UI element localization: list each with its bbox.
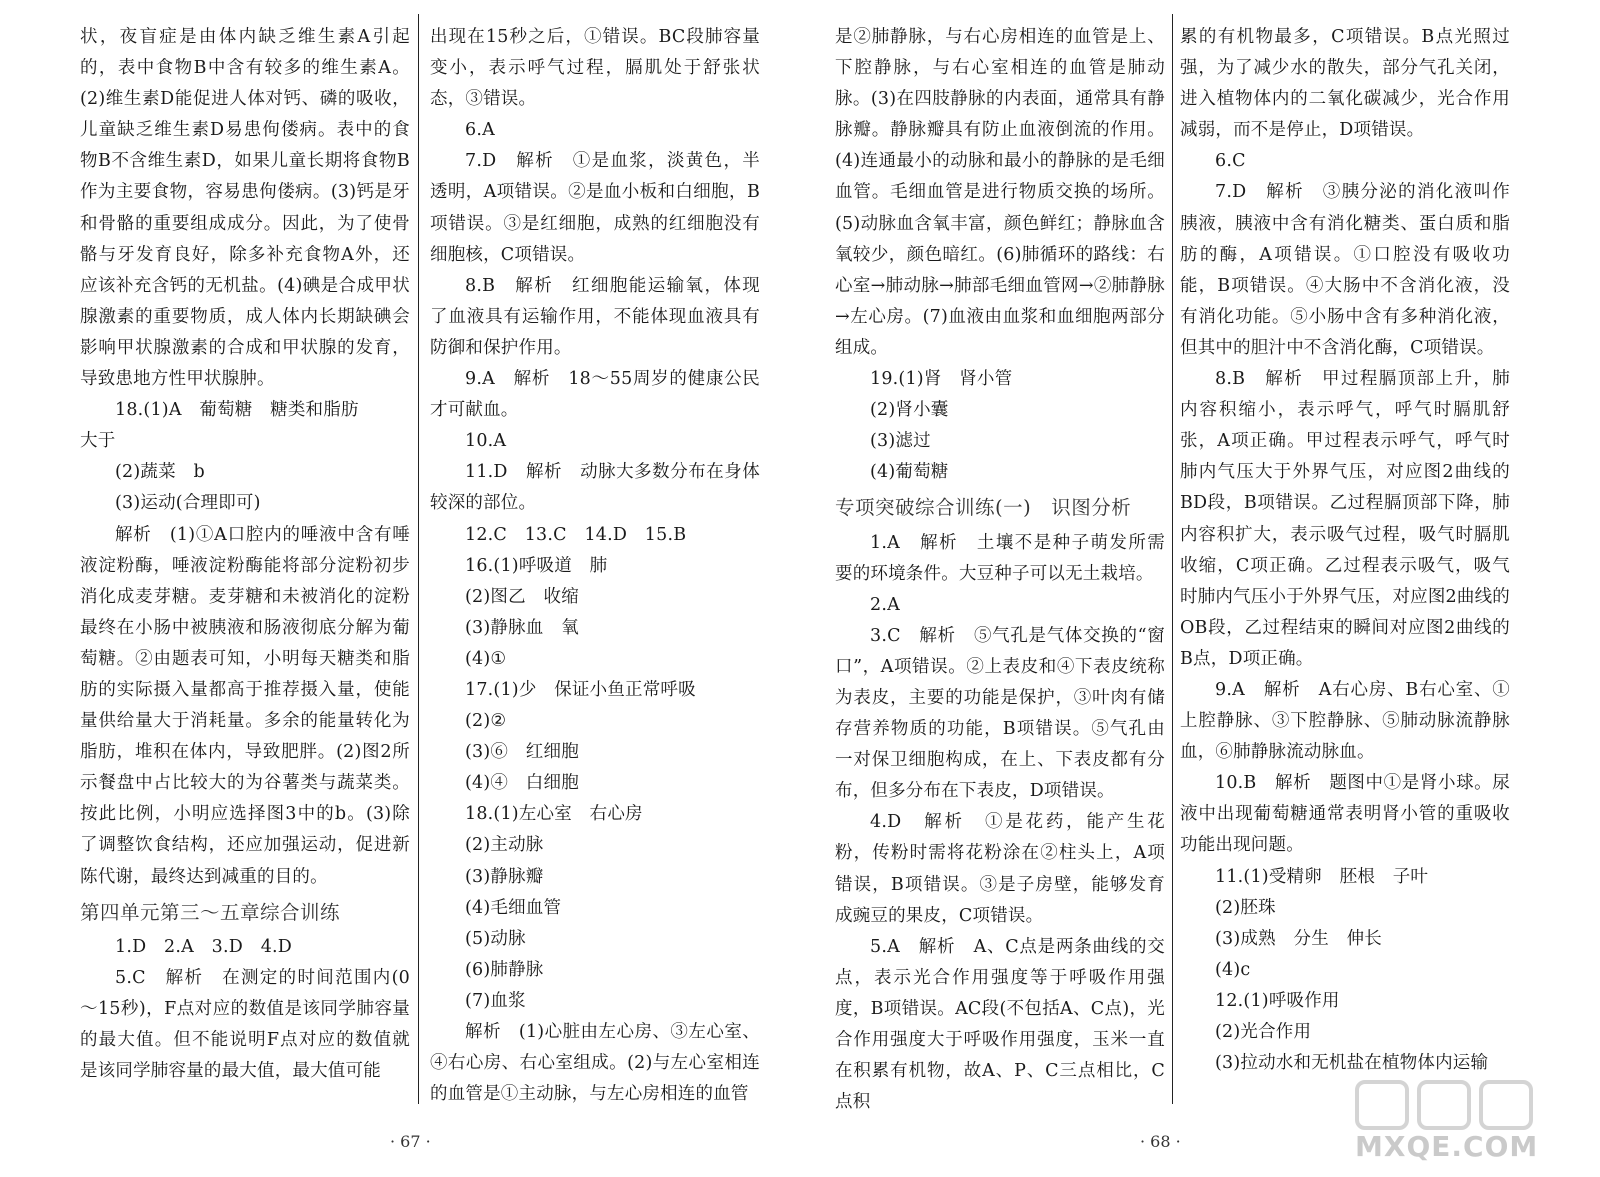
- answer-paragraph: (2)②: [465, 711, 507, 732]
- answer-paragraph: 8.B 解析 甲过程膈顶部上升，肺内容积缩小，表示呼气，呼气时膈肌舒张，A项正确。甲过程表示呼气，呼气时肺内气压大于外界气压，对应图2曲线的BD段，B项错误。乙过程膈顶部下降，肺内容积扩大，表示吸气过程，吸气时膈肌收缩，C项正确。乙过程表示吸气，吸气时肺内气压小于外界气压，对应图2曲线的OB段，乙过程结束的瞬间对应图2曲线的B点，D项正确。: [1180, 369, 1510, 669]
- right-page-column-1: [835, 22, 1165, 1118]
- section-heading: 第四单元第三～五章综合训练: [80, 900, 341, 924]
- answer-paragraph: 9.A 解析 18～55周岁的健康公民才可献血。: [430, 369, 760, 421]
- answer-paragraph: 2.A: [870, 594, 900, 615]
- answer-paragraph: 10.B 解析 题图中①是肾小球。尿液中出现葡萄糖通常表明肾小管的重吸收功能出现问题。: [1180, 773, 1510, 856]
- answer-paragraph: 解析 (1)心脏由左心房、③左心室、④右心房、右心室组成。(2)与左心室相连的血管是①主动脉，与左心房相连的血管: [430, 1022, 760, 1105]
- answer-paragraph: (3)静脉血 氧: [465, 617, 579, 638]
- answer-paragraph: 3.C 解析 ⑤气孔是气体交换的“窗口”，A项错误。②上表皮和④下表皮统称为表皮，主要的功能是保护，③叶肉有储存营养物质的功能，B项错误。⑤气孔由一对保卫细胞构成，在上、下表皮都有分布，但多分布在下表皮，D项错误。: [835, 625, 1165, 802]
- answer-paragraph: (5)动脉: [465, 928, 526, 949]
- answer-paragraph: (3)运动(合理即可): [115, 493, 261, 514]
- answer-paragraph: 18.(1)A 葡萄糖 糖类和脂肪: [115, 400, 359, 421]
- answer-paragraph: 1.D 2.A 3.D 4.D: [115, 936, 293, 957]
- column-divider-right: [1172, 14, 1173, 1104]
- answer-paragraph: 5.C 解析 在测定的时间范围内(0～15秒)，F点对应的数值是该同学肺容量的最大值。但不能说明F点对应的数值就是该同学肺容量的最大值，最大值可能: [80, 967, 410, 1082]
- watermark-badge-icon: [1355, 1080, 1409, 1130]
- answer-paragraph: 状，夜盲症是由体内缺乏维生素A引起的，表中食物B中含有较多的维生素A。(2)维生素D能促进人体对钙、磷的吸收，儿童缺乏维生素D易患佝偻病。表中的食物B不含维生素D，如果儿童长期将食物B作为主要食物，容易患佝偻病。(3)钙是牙和骨骼的重要组成成分。因此，为了使骨骼与牙发育良好，除多补充食物A外，还应该补充含钙的无机盐。(4)碘是合成甲状腺激素的重要物质，成人体内长期缺碘会影响甲状腺激素的合成和甲状腺的发育，导致患地方性甲状腺肿。: [80, 27, 410, 390]
- answer-paragraph: (2)蔬菜 b: [115, 462, 205, 483]
- right-page-column-2: [1180, 22, 1510, 1079]
- answer-paragraph: 12.C 13.C 14.D 15.B: [465, 524, 687, 545]
- answer-paragraph: 出现在15秒之后，①错误。BC段肺容量变小，表示呼气过程，膈肌处于舒张状态，③错误。: [430, 27, 760, 110]
- answer-paragraph: (2)主动脉: [465, 835, 544, 856]
- answer-paragraph: (4)④ 白细胞: [465, 773, 579, 794]
- left-page-column-2: [430, 22, 760, 1110]
- answer-paragraph: (6)肺静脉: [465, 959, 544, 980]
- answer-paragraph: 12.(1)呼吸作用: [1215, 990, 1340, 1011]
- watermark-badge-icon: [1479, 1080, 1533, 1130]
- watermark-badge-icon: [1417, 1080, 1471, 1130]
- answer-paragraph: 解析 (1)①A口腔内的唾液中含有唾液淀粉酶，唾液淀粉酶能将部分淀粉初步消化成麦芽糖。麦芽糖和未被消化的淀粉最终在小肠中被胰液和肠液彻底分解为葡萄糖。②由题表可知，小明每天糖类和脂肪的实际摄入量都高于推荐摄入量，使能量供给量大于消耗量。多余的能量转化为脂肪，堆积在体内，导致肥胖。(2)图2所示餐盘中占比较大的为谷薯类与蔬菜类。按此比例，小明应选择图3中的b。(3)除了调整饮食结构，还应加强运动，促进新陈代谢，最终达到减重的目的。: [80, 524, 410, 887]
- answer-paragraph: 大于: [80, 431, 116, 452]
- answer-paragraph: (3)⑥ 红细胞: [465, 742, 579, 763]
- answer-paragraph: 累的有机物最多，C项错误。B点光照过强，为了减少水的散失，部分气孔关闭，进入植物体内的二氧化碳减少，光合作用减弱，而不是停止，D项错误。: [1180, 27, 1510, 141]
- answer-paragraph: 6.A: [465, 120, 495, 141]
- page-number-left: · 67 ·: [390, 1132, 431, 1151]
- answer-paragraph: (3)成熟 分生 伸长: [1215, 928, 1382, 949]
- answer-paragraph: (4)葡萄糖: [870, 462, 949, 483]
- answer-paragraph: (4)毛细血管: [465, 897, 562, 918]
- watermark-logo: [1355, 1080, 1585, 1166]
- answer-paragraph: (2)光合作用: [1215, 1022, 1312, 1042]
- answer-paragraph: 1.A 解析 土壤不是种子萌发所需要的环境条件。大豆种子可以无土栽培。: [835, 532, 1165, 584]
- answer-paragraph: (7)血浆: [465, 990, 526, 1011]
- answer-paragraph: (2)肾小囊: [870, 400, 949, 421]
- answer-paragraph: 9.A 解析 A右心房、B右心室、①上腔静脉、③下腔静脉、⑤肺动脉流静脉血，⑥肺静脉流动脉血。: [1180, 679, 1510, 763]
- answer-paragraph: 6.C: [1215, 151, 1246, 172]
- section-heading: 专项突破综合训练(一) 识图分析: [835, 496, 1132, 520]
- answer-paragraph: 10.A: [465, 431, 507, 452]
- watermark-text: MXQE.COM: [1355, 1130, 1539, 1163]
- answer-paragraph: 8.B 解析 红细胞能运输氧，体现了血液具有运输作用，不能体现血液具有防御和保护作用。: [430, 275, 760, 358]
- answer-paragraph: 11.D 解析 动脉大多数分布在身体较深的部位。: [430, 462, 760, 514]
- answer-paragraph: 11.(1)受精卵 胚根 子叶: [1215, 866, 1429, 887]
- answer-paragraph: 7.D 解析 ①是血浆，淡黄色，半透明，A项错误。②是血小板和白细胞，B项错误。③是红细胞，成熟的红细胞没有细胞核，C项错误。: [430, 151, 760, 265]
- answer-paragraph: (4)①: [465, 648, 507, 669]
- answer-paragraph: (4)c: [1215, 959, 1251, 980]
- answer-paragraph: 4.D 解析 ①是花药，能产生花粉，传粉时需将花粉涂在②柱头上，A项错误，B项错误。③是子房壁，能够发育成豌豆的果皮，C项错误。: [835, 812, 1165, 926]
- answer-paragraph: (3)滤过: [870, 431, 931, 452]
- answer-paragraph: (2)图乙 收缩: [465, 586, 579, 607]
- answer-paragraph: (2)胚珠: [1215, 897, 1276, 918]
- column-divider-left: [418, 14, 419, 1104]
- answer-paragraph: 7.D 解析 ③胰分泌的消化液叫作胰液，胰液中含有消化糖类、蛋白质和脂肪的酶，A项错误。①口腔没有吸收功能，B项错误。④大肠中不含消化液，没有消化功能。⑤小肠中含有多种消化液，但其中的胆汁中不含消化酶，C项错误。: [1180, 182, 1510, 358]
- answer-paragraph: 16.(1)呼吸道 肺: [465, 555, 608, 576]
- answer-paragraph: 是②肺静脉，与右心房相连的血管是上、下腔静脉，与右心室相连的血管是肺动脉。(3)在四肢静脉的内表面，通常具有静脉瓣。静脉瓣具有防止血液倒流的作用。(4)连通最小的动脉和最小的静脉的是毛细血管。毛细血管是进行物质交换的场所。(5)动脉血含氧丰富，颜色鲜红；静脉血含氧较少，颜色暗红。(6)肺循环的路线：右心室→肺动脉→肺部毛细血管网→②肺静脉→左心房。(7)血液由血浆和血细胞两部分组成。: [835, 27, 1165, 358]
- answer-paragraph: 18.(1)左心室 右心房: [465, 804, 643, 825]
- left-page-column-1: [80, 22, 410, 1087]
- answer-paragraph: (3)拉动水和无机盐在植物体内运输: [1215, 1053, 1489, 1074]
- page-number-right: · 68 ·: [1140, 1132, 1181, 1151]
- answer-paragraph: (3)静脉瓣: [465, 866, 544, 887]
- answer-paragraph: 19.(1)肾 肾小管: [870, 369, 1013, 390]
- answer-paragraph: 5.A 解析 A、C点是两条曲线的交点，表示光合作用强度等于呼吸作用强度，B项错误。AC段(不包括A、C点)，光合作用强度大于呼吸作用强度，玉米一直在积累有机物，故A、P、C三点相比，C点积: [835, 936, 1165, 1113]
- answer-paragraph: 17.(1)少 保证小鱼正常呼吸: [465, 679, 696, 700]
